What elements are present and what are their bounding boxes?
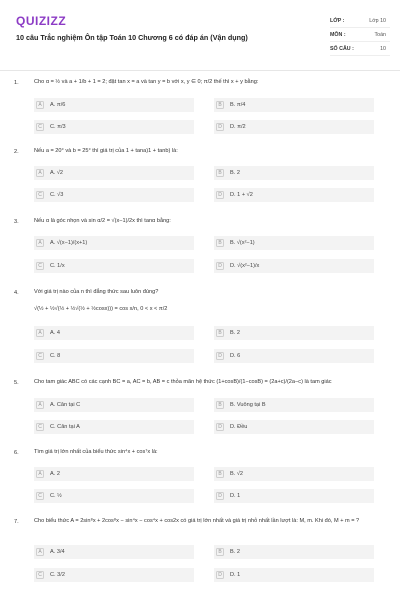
option-checkbox[interactable]: D [216, 123, 224, 131]
option-d[interactable] [216, 420, 247, 433]
option-checkbox[interactable]: A [36, 548, 44, 556]
option-checkbox[interactable]: D [216, 262, 224, 270]
option-b[interactable] [216, 98, 245, 111]
option-a[interactable] [36, 398, 80, 411]
option-checkbox[interactable]: A [36, 169, 44, 177]
meta-label: LỚP : [330, 17, 345, 24]
option-checkbox[interactable]: B [216, 548, 224, 556]
meta-value: 10 [380, 45, 386, 52]
option-a[interactable] [36, 98, 65, 111]
option-d[interactable] [216, 489, 240, 502]
option-label: C. 1/x [50, 262, 65, 269]
question-text: Tìm giá trị lớn nhất của biểu thức sin⁴x + cos⁷x là: [34, 449, 158, 455]
option-d[interactable] [216, 120, 246, 133]
header [0, 0, 400, 71]
option-c[interactable] [36, 120, 66, 133]
meta-row-count [330, 42, 390, 56]
question-text: Cho α = ½ và a + 1/b + 1 = 2; đặt tan x = a và tan y = b với x, y ∈ 0; π/2 thế thì x + y bằng: [34, 79, 259, 85]
option-checkbox[interactable]: D [216, 492, 224, 500]
option-checkbox[interactable]: A [36, 401, 44, 409]
option-checkbox[interactable]: D [216, 191, 224, 199]
question-number: 7. [14, 519, 19, 525]
option-c[interactable] [36, 188, 63, 201]
option-label: B. √2 [230, 470, 244, 477]
option-checkbox[interactable]: A [36, 239, 44, 247]
option-a[interactable] [36, 467, 60, 480]
option-b[interactable] [216, 545, 240, 558]
option-checkbox[interactable]: C [36, 571, 44, 579]
quizizz-logo: QUIZIZZ [16, 14, 67, 28]
option-checkbox[interactable]: D [216, 352, 224, 360]
option-b[interactable] [216, 166, 240, 179]
option-label: C. √3 [50, 191, 64, 198]
option-checkbox[interactable]: C [36, 123, 44, 131]
option-checkbox[interactable]: C [36, 191, 44, 199]
meta-row-subject [330, 28, 390, 42]
option-label: C. Cân tại A [50, 423, 80, 430]
question-formula: √(½ + ½√(½ + ½√(½ + ½cosx))) = cos x/n, 0 < x < π/2 [34, 306, 168, 312]
option-label: A. Cân tại C [50, 401, 81, 408]
option-checkbox[interactable]: D [216, 571, 224, 579]
option-d[interactable] [216, 349, 240, 362]
option-checkbox[interactable]: A [36, 329, 44, 337]
option-a[interactable] [36, 326, 60, 339]
option-label: A. 3/4 [50, 548, 65, 555]
option-label: A. √2 [50, 169, 64, 176]
option-label: B. 2 [230, 169, 240, 176]
question-number: 3. [14, 219, 19, 225]
meta-label: SỐ CÂU : [330, 45, 354, 52]
page-title: 10 câu Trắc nghiệm Ôn tập Toán 10 Chương 6 có đáp án (Vận dụng) [16, 33, 248, 42]
option-label: B. Vuông tại B [230, 401, 266, 408]
option-checkbox[interactable]: A [36, 101, 44, 109]
question-number: 6. [14, 450, 19, 456]
option-checkbox[interactable]: B [216, 169, 224, 177]
option-a[interactable] [36, 236, 87, 249]
option-label: A. √(x−1)/(x+1) [50, 239, 88, 246]
question-text: Cho tam giác ABC có các cạnh BC = a, AC = b, AB = c thỏa mãn hệ thức (1+cosB)/(1−cosB) = (2a+c)/(2a−c) là tam giác [34, 379, 332, 385]
question-number: 5. [14, 380, 19, 386]
option-label: C. π/3 [50, 123, 66, 130]
option-checkbox[interactable]: C [36, 262, 44, 270]
option-checkbox[interactable]: B [216, 401, 224, 409]
option-a[interactable] [36, 545, 65, 558]
option-label: D. 6 [230, 352, 241, 359]
question-number: 4. [14, 290, 19, 296]
option-checkbox[interactable]: C [36, 492, 44, 500]
option-label: B. 2 [230, 548, 240, 555]
option-d[interactable] [216, 188, 253, 201]
option-checkbox[interactable]: C [36, 423, 44, 431]
meta-value: Toán [374, 31, 386, 38]
option-label: D. Đều [230, 423, 248, 430]
option-label: A. π/6 [50, 101, 66, 108]
option-c[interactable] [36, 489, 62, 502]
question-text: Nếu a = 20° và b = 25° thì giá trị của 1 + tana)1 + tanb) là: [34, 148, 178, 154]
option-c[interactable] [36, 349, 60, 362]
option-label: A. 2 [50, 470, 60, 477]
option-b[interactable] [216, 326, 240, 339]
option-label: C. ½ [50, 492, 62, 499]
option-checkbox[interactable]: B [216, 329, 224, 337]
question-number: 1. [14, 80, 19, 86]
option-label: D. 1 + √2 [230, 191, 253, 198]
option-label: D. π/2 [230, 123, 246, 130]
option-label: C. 8 [50, 352, 61, 359]
meta-label: MÔN : [330, 31, 346, 38]
option-label: D. 1 [230, 492, 241, 499]
option-label: D. 1 [230, 571, 241, 578]
option-a[interactable] [36, 166, 63, 179]
option-checkbox[interactable]: A [36, 470, 44, 478]
option-d[interactable] [216, 568, 240, 581]
option-label: B. π/4 [230, 101, 246, 108]
option-label: D. √(x²−1)/x [230, 262, 260, 269]
option-b[interactable] [216, 236, 255, 249]
option-label: B. 2 [230, 329, 240, 336]
option-c[interactable] [36, 568, 65, 581]
meta-panel [330, 14, 390, 56]
option-c[interactable] [36, 420, 80, 433]
meta-row-class [330, 14, 390, 28]
option-checkbox[interactable]: B [216, 101, 224, 109]
question-text: Cho biểu thức A = 2sin⁸x + 2cos⁸x − sin⁴x − cos⁴x + cos2x có giá trị lớn nhất và giá trị nhỏ nhất lần lượt là: M, m. Khi đó, M + m = ? [34, 518, 360, 524]
option-b[interactable] [216, 467, 243, 480]
question-number: 2. [14, 149, 19, 155]
option-label: A. 4 [50, 329, 60, 336]
meta-value: Lớp 10 [369, 17, 386, 24]
option-c[interactable] [36, 259, 65, 272]
option-b[interactable] [216, 398, 266, 411]
question-text: Nếu α là góc nhọn và sin α/2 = √(x−1)/2x thì tanα bằng: [34, 218, 171, 224]
option-checkbox[interactable]: B [216, 470, 224, 478]
question-text: Với giá trị nào của n thì đẳng thức sau luôn đúng? [34, 289, 159, 295]
option-d[interactable] [216, 259, 259, 272]
option-checkbox[interactable]: C [36, 352, 44, 360]
option-label: B. √(x²−1) [230, 239, 255, 246]
option-checkbox[interactable]: D [216, 423, 224, 431]
option-label: C. 3/2 [50, 571, 65, 578]
option-checkbox[interactable]: B [216, 239, 224, 247]
